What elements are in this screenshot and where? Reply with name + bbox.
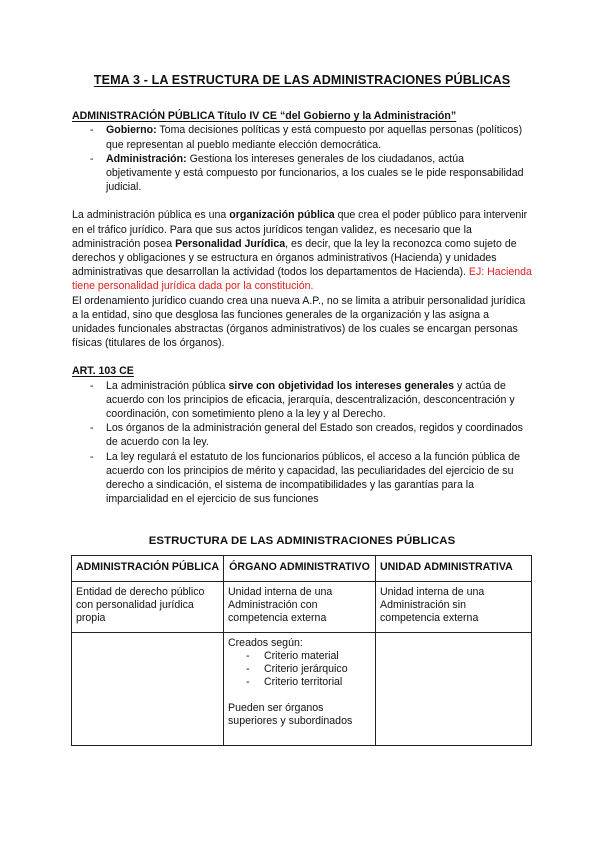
structure-title: ESTRUCTURA DE LAS ADMINISTRACIONES PÚBLICAS xyxy=(148,535,456,548)
header-administracion: ADMINISTRACIÓN PÚBLICA xyxy=(72,555,224,581)
table-cell: Entidad de derecho público con personalidad jurídica propia xyxy=(72,581,224,632)
paragraph-ordenamiento: El ordenamiento jurídico cuando crea una nueva A.P., no se limita a atribuir personalidad jurídica a la entidad, sino que desglosa las funciones generales de la organización y las asigna a unidades funcionales abstractas (órganos administrativos) de los cuales se encargan personas físicas (titulares de los órganos). xyxy=(72,294,526,350)
criteria-item: - Criterio jerárquico xyxy=(228,663,371,676)
item-text: Toma decisiones políticas y está compuesto por aquellas personas (políticos) que representan al pueblo mediante elección democrática. xyxy=(106,124,523,151)
list-item xyxy=(72,379,532,422)
header-unidad: UNIDAD ADMINISTRATIVA xyxy=(376,555,532,581)
section-heading-administracion: ADMINISTRACIÓN PÚBLICA Título IV CE “del Gobierno y la Administración” xyxy=(72,110,457,123)
table-cell: Unidad interna de una Administración sin competencia externa xyxy=(376,581,532,632)
table-row xyxy=(72,581,532,632)
text-run: que crea el poder público para intervenir en el tráfico jurídico. Para que sus actos jurídicos tengan validez, es necesario que la administración posea xyxy=(72,209,528,250)
bold-run: sirve con objetividad los intereses generales xyxy=(228,379,455,392)
list-item xyxy=(72,152,532,195)
structure-table xyxy=(71,555,532,746)
definitions-list xyxy=(72,123,532,194)
document-page xyxy=(72,66,532,746)
header-organo: ÓRGANO ADMINISTRATIVO xyxy=(224,555,376,581)
organos-note: Pueden ser órganos superiores y subordinados xyxy=(228,701,353,727)
art103-list xyxy=(72,379,532,507)
table-cell: Unidad interna de una Administración con competencia externa xyxy=(224,581,376,632)
example-note: EJ: Hacienda tiene personalidad jurídica dada por la constitución. xyxy=(72,266,532,293)
item-label: Gobierno: xyxy=(106,124,157,137)
list-item: - Los órganos de la administración general del Estado son creados, regidos y coordinados de acuerdo con la ley. xyxy=(72,421,532,449)
item-label: Administración: xyxy=(106,152,187,165)
table-cell xyxy=(224,632,376,745)
table-cell-empty xyxy=(376,632,532,745)
created-label: Creados según: xyxy=(228,636,303,649)
table-row xyxy=(72,632,532,745)
table-header-row xyxy=(72,555,532,581)
list-item xyxy=(72,123,532,151)
paragraph-organizacion xyxy=(72,208,532,293)
criteria-item: - Criterio material xyxy=(228,650,371,663)
list-item: - La ley regulará el estatuto de los funcionarios públicos, el acceso a la función pública de acuerdo con los principios de mérito y capacidad, las peculiaridades del ejercicio de su derecho a sindicación, el sistema de incompatibilidades y las garantías para la imparcialidad en el ejercicio de sus funciones xyxy=(72,450,532,507)
section-heading-art103: ART. 103 CE xyxy=(72,365,134,378)
criteria-list xyxy=(228,650,371,689)
text-run: , es decir, que la ley la reconozca como sujeto de derechos y obligaciones y se estructura en órganos administrativos (Hacienda) y unidades administrativas que desarrollan la actividad (todos los departamentos de Hacienda). xyxy=(72,237,517,279)
text-run: La administración pública xyxy=(106,379,229,392)
item-text: Gestiona los intereses generales de los ciudadanos, actúa objetivamente y está compuesto por funcionarios, a los cuales se le pide responsabilidad judicial. xyxy=(106,152,524,194)
text-run: La administración pública es una xyxy=(72,209,230,222)
criteria-item: - Criterio territorial xyxy=(228,676,371,689)
page-title: TEMA 3 - LA ESTRUCTURA DE LAS ADMINISTRACIONES PÚBLICAS xyxy=(93,73,511,87)
bold-run: organización pública xyxy=(229,209,335,222)
text-run: y actúa de acuerdo con los principios de eficacia, jerarquía, descentralización, desconcentración y coordinación, con sometimiento pleno a la ley y al Derecho. xyxy=(106,379,515,421)
bold-run: Personalidad Jurídica xyxy=(175,237,286,250)
table-cell-empty xyxy=(72,632,224,745)
